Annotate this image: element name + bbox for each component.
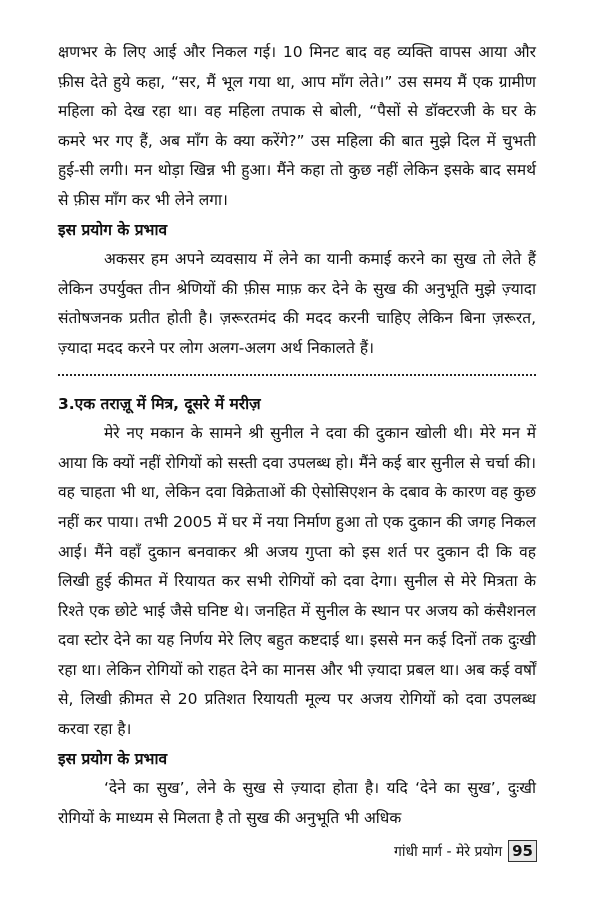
section-title: 3.एक तराज़ू में मित्र, दूसरे में मरीज़ [58,394,261,413]
effects-paragraph-1: अकसर हम अपने व्यवसाय में लेने का यानी कमाई करने का सुख तो लेते हैं लेकिन उपर्युक्त तीन श्रेणियों की फ़ीस माफ़ कर देने के सुख की अनुभूति मुझे ज़्यादा संतोषजनक प्रतीत होती है। ज़रूरतमंद की मदद करनी चाहिए लेकिन बिना ज़रूरत, ज़्यादा मदद करने पर लोग अलग-अलग अर्थ निकालते हैं। [58,250,536,357]
page-footer [394,840,537,862]
effects-paragraph-2: ‘देने का सुख’, लेने के सुख से ज़्यादा होता है। यदि ‘देने का सुख’, दुःखी रोगियों के माध्यम से मिलता है तो सुख की अनुभूति भी अधिक [58,779,536,827]
effects-heading-2: इस प्रयोग के प्रभाव [58,749,168,768]
opening-paragraph: क्षणभर के लिए आई और निकल गई। 10 मिनट बाद वह व्यक्ति वापस आया और फ़ीस देते हुये कहा, “सर, मैं भूल गया था, आप माँग लेते।” उस समय मैं एक ग्रामीण महिला को देख रहा था। वह महिला तपाक से बोली, “पैसों से डॉक्टरजी के घर के कमरे भर गए हैं, अब माँग के क्या करेंगे?” उस महिला की बात मुझे दिल में चुभती हुई-सी लगी। मन थोड़ा खिन्न भी हुआ। मैंने कहा तो कुछ नहीं लेकिन इसके बाद समर्थ से फ़ीस माँग कर भी लेने लगा। [58,43,536,209]
section-divider [58,374,536,376]
page-body [58,38,536,833]
book-title: गांधी मार्ग - मेरे प्रयोग [393,843,503,860]
effects-heading-1: इस प्रयोग के प्रभाव [58,220,168,239]
section-paragraph: मेरे नए मकान के सामने श्री सुनील ने दवा की दुकान खोली थी। मेरे मन में आया कि क्यों नहीं रोगियों को सस्ती दवा उपलब्ध हो। मैंने कई बार सुनील से चर्चा की। वह चाहता भी था, लेकिन दवा विक्रेताओं की ऐसोसिएशन के दबाव के कारण वह कुछ नहीं कर पाया। तभी 2005 में घर में नया निर्माण हुआ तो एक दुकान की जगह निकल आई। मैंने वहाँ दुकान बनवाकर श्री अजय गुप्ता को इस शर्त पर दुकान दी कि वह लिखी हुई कीमत में रियायत कर सभी रोगियों को दवा देगा। सुनील से मेरे मित्रता के रिश्ते एक छोटे भाई जैसे घनिष्ट थे। जनहित में सुनील के स्थान पर अजय को कंसैशनल दवा स्टोर देने का यह निर्णय मेरे लिए बहुत कष्टदाई था। इससे मन कई दिनों तक दुःखी रहा था। लेकिन रोगियों को राहत देने का मानस और भी ज़्यादा प्रबल था। अब कई वर्षों से, लिखी क़ीमत से 20 प्रतिशत रियायती मूल्य पर अजय रोगियों को दवा उपलब्ध करवा रहा है। [58,424,536,739]
page-number: 95 [508,840,537,862]
